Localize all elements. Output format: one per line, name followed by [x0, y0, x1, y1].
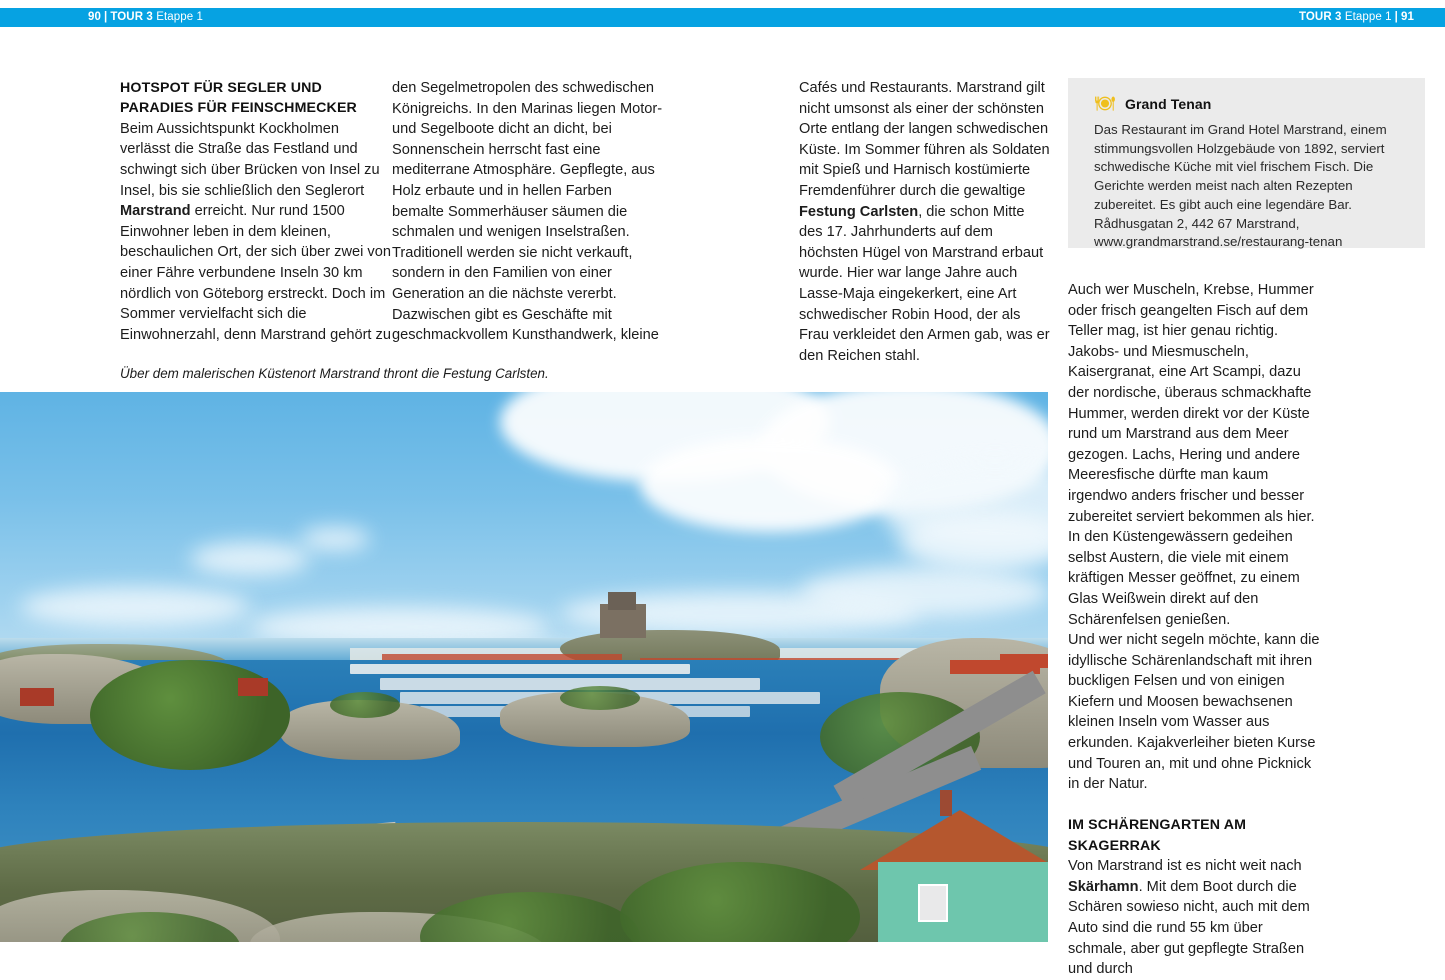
- info-box-header: [1094, 95, 1403, 112]
- paragraph-3-part-b: , die schon Mitte des 17. Jahrhunderts auf dem höchsten Hügel von Marstrand erbaut wurde. Hier war lange Jahre auch Lasse-Maja eingekerkert, eine Art schwedischer Robin Hood, der als Frau verkleidet den Armen gab, was er den Reichen stahl.: [799, 203, 1050, 364]
- article-paragraph-3: [799, 78, 1051, 366]
- info-box-title: Grand Tenan: [1125, 95, 1212, 112]
- article-column-1: [120, 78, 392, 345]
- article-subheading: HOTSPOT FÜR SEGLER UND PARADIES FÜR FEINSCHMECKER: [120, 80, 357, 117]
- photo-caption: Über dem malerischen Küstenort Marstrand thront die Festung Carlsten.: [120, 366, 549, 381]
- paragraph-1-part-a: Beim Aussichtspunkt Kockholmen verlässt die Straße das Festland und schwingt sich über Brücken von Insel zu Insel, bis sie schließlich den Seglerort: [120, 120, 380, 199]
- place-name-festung-carlsten: Festung Carlsten: [799, 203, 919, 220]
- article-column-right: [1068, 280, 1322, 980]
- article-column-3: [799, 78, 1051, 366]
- photo-marina-boats: [350, 664, 690, 674]
- running-header-right: [1299, 8, 1414, 27]
- right-column-paragraph-3: [1068, 856, 1322, 980]
- photo-marstrand-panorama: [0, 392, 1048, 942]
- article-paragraph-2: den Segelmetropolen des schwedischen Königreichs. In den Marinas liegen Motor- und Segelboote dicht an dicht, bei Sonnenschein herrscht fast eine mediterrane Atmosphäre. Gepflegte, aus Holz erbaute und in hellen Farben bemalte Sommerhäuser säumen die schmalen und wenigen Inselstraßen. Traditionell werden sie nicht verkauft, sondern in den Familien von einer Generation an die nächste vererbt. Dazwischen gibt es Geschäfte mit geschmackvollem Kunsthandwerk, kleine: [392, 80, 663, 344]
- article-paragraph-1: [120, 119, 392, 346]
- info-box-website[interactable]: www.grandmarstrand.se/restaurang-tenan: [1094, 234, 1343, 250]
- header-left-page-number: 90: [88, 11, 101, 23]
- photo-marina-boats: [380, 678, 760, 690]
- photo-islet-vegetation: [560, 686, 640, 710]
- article-column-2: [392, 78, 664, 346]
- paragraph-3-part-a: Cafés und Restaurants. Marstrand gilt nicht umsonst als einer der schönsten Orte entlang der langen schwedischen Küste. Im Sommer führen als Soldaten mit Spieß und Harnisch kostümierte Fremdenführer durch die gewaltige: [799, 80, 1050, 199]
- right-column-subheading: IM SCHÄRENGARTEN AM SKAGERRAK: [1068, 817, 1247, 854]
- photo-cloud: [300, 527, 370, 551]
- photo-islet-vegetation: [330, 692, 400, 718]
- header-right-tour-label: TOUR 3: [1298, 11, 1342, 23]
- running-header-bar: [0, 8, 1445, 27]
- header-left-tour-label: TOUR 3: [110, 11, 153, 23]
- info-box-description: Das Restaurant im Grand Hotel Marstrand, einem stimmungsvollen Holzgebäude von 1892, serviert schwedische Küche mit viel frischem Fisch. Die Gerichte werden meist nach alten Rezepten zubereitet. Es gibt auch eine legendäre Bar.: [1094, 122, 1387, 212]
- header-right-separator: |: [1394, 11, 1398, 23]
- photo-red-boathouse: [238, 678, 268, 696]
- header-right-page-number: 91: [1401, 11, 1414, 23]
- right-column-paragraph-1: Auch wer Muscheln, Krebse, Hummer oder frisch geangelten Fisch auf dem Teller mag, ist hier genau richtig. Jakobs- und Miesmuscheln, Kaisergranat, eine Art Scampi, dazu der nordische, überaus schmackhafte Hummer, werden direkt vor der Küste rund um Marstrand aus dem Meer gezogen. Lachs, Hering und andere Meeresfische dürfte man kaum irgendwo anders frischer und besser zubereitet serviert bekommen als hier. In den Küstengewässern gedeihen selbst Austern, die viele mit einem kräftigen Messer geöffnet, zu einem Glas Weißwein direkt auf den Schärenfelsen genießen.: [1068, 282, 1315, 628]
- restaurant-info-box: [1068, 78, 1425, 248]
- photo-fortress-tower: [608, 592, 636, 610]
- info-box-address: Rådhusgatan 2, 442 67 Marstrand,: [1094, 215, 1300, 231]
- running-header-left: [88, 8, 203, 27]
- info-box-body: [1094, 121, 1403, 252]
- restaurant-icon: [1094, 95, 1116, 112]
- photo-house-window: [918, 884, 948, 922]
- place-name-skarhamn: Skärhamn: [1068, 878, 1139, 895]
- paragraph-r3-part-b: . Mit dem Boot durch die Schären sowieso nicht, auch mit dem Auto sind die rund 55 km über schmale, aber gut gepflegte Straßen und durch: [1068, 878, 1310, 978]
- photo-red-boathouse: [20, 688, 54, 706]
- header-left-separator: |: [104, 11, 108, 23]
- paragraph-r3-part-a: Von Marstrand ist es nicht weit nach: [1068, 858, 1302, 875]
- photo-cloud: [640, 437, 900, 532]
- photo-chimney: [940, 790, 952, 816]
- paragraph-1-part-b: erreicht. Nur rund 1500 Einwohner leben in dem kleinen, beschaulichen Ort, der sich über zwei von einer Fähre verbundene Inseln 30 km nördlich von Göteborg erstreckt. Doch im Sommer vervielfacht sich die Einwohnerzahl, denn Marstrand gehört zu: [120, 203, 391, 343]
- place-name-marstrand: Marstrand: [120, 203, 191, 220]
- header-right-stage-label: Etappe 1: [1344, 11, 1392, 23]
- header-left-stage-label: Etappe 1: [156, 11, 204, 23]
- photo-cloud: [190, 542, 310, 576]
- photo-roofline: [1000, 654, 1048, 668]
- photo-cloud: [800, 567, 1048, 617]
- photo-cloud: [20, 587, 250, 627]
- right-column-paragraph-2: Und wer nicht segeln möchte, kann die idyllische Schärenlandschaft mit ihren buckligen Felsen und von einigen Kiefern und Moosen bewachsenen kleinen Inseln vom Wasser aus erkunden. Kajakverleiher bieten Kurse und Touren an, mit und ohne Picknick in der Natur.: [1068, 632, 1320, 793]
- photo-green-house-wall: [878, 862, 1048, 942]
- photo-shore-vegetation: [90, 660, 290, 770]
